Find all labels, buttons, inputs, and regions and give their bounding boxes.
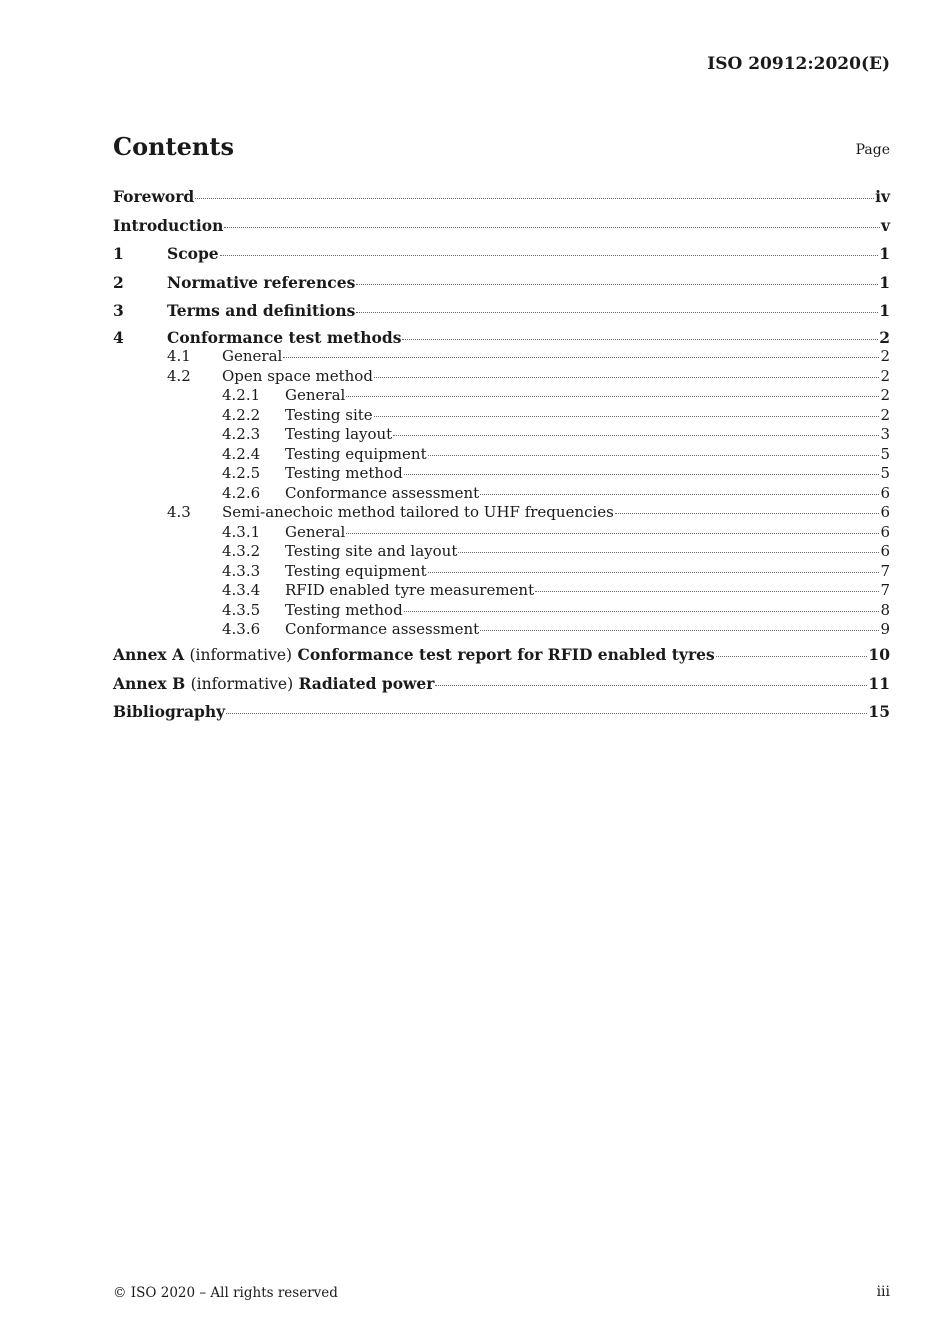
toc-title: Testing method	[285, 600, 403, 619]
dot-leader	[346, 533, 879, 534]
toc-page: 6	[880, 483, 890, 502]
toc-title: Conformance assessment	[285, 483, 480, 502]
toc-number: 4.3.4	[222, 581, 261, 599]
toc-entry-terms-definitions[interactable]	[113, 299, 890, 328]
annex-title: Radiated power	[298, 673, 435, 693]
dot-leader	[428, 455, 880, 456]
dot-leader	[404, 474, 880, 475]
dot-leader	[226, 713, 867, 714]
dot-leader	[356, 284, 878, 285]
toc-entry-foreword[interactable]	[113, 185, 890, 214]
toc-number: 3	[113, 301, 124, 320]
dot-leader	[356, 312, 878, 313]
toc-title: Introduction	[113, 215, 224, 235]
toc-number: 4.3.1	[222, 522, 261, 541]
toc-title: Testing method	[285, 464, 403, 482]
toc-title: General	[222, 347, 283, 365]
annex-qualifier: (informative)	[190, 674, 294, 693]
toc-entry-4-2-6[interactable]	[113, 484, 890, 504]
toc-entry-annex-a[interactable]	[113, 643, 890, 672]
toc-page: 2	[880, 366, 890, 385]
toc-page: 2	[879, 327, 890, 347]
toc-title: Normative references	[167, 272, 356, 292]
toc-title: Open space method	[222, 366, 373, 385]
toc-entry-normative-references[interactable]	[113, 271, 890, 300]
annex-label: Annex B	[113, 673, 186, 693]
toc-number: 4.2.2	[222, 405, 261, 424]
toc-entry-4-3-5[interactable]	[113, 601, 890, 621]
toc-page: 9	[880, 620, 890, 638]
toc-title	[113, 672, 434, 696]
table-of-contents	[113, 185, 890, 729]
dot-leader	[220, 255, 879, 256]
toc-entry-4-2[interactable]	[113, 367, 890, 387]
annex-qualifier: (informative)	[189, 646, 293, 664]
toc-title: Testing equipment	[285, 444, 427, 463]
toc-entry-4-2-2[interactable]	[113, 406, 890, 426]
toc-title: Testing layout	[285, 425, 393, 443]
toc-title: Conformance assessment	[285, 620, 480, 638]
dot-leader	[428, 572, 880, 573]
dot-leader	[393, 435, 879, 436]
toc-page: 2	[880, 405, 890, 424]
toc-title: Testing site and layout	[285, 542, 458, 560]
toc-number: 4.3	[167, 503, 191, 521]
toc-title: RFID enabled tyre measurement	[285, 581, 535, 599]
toc-entry-4-3-1[interactable]	[113, 523, 890, 543]
toc-title: Terms and definitions	[167, 301, 356, 320]
toc-page: 5	[880, 444, 890, 463]
toc-number: 4.2	[167, 366, 191, 385]
dot-leader	[615, 513, 880, 514]
toc-title: Testing site	[285, 405, 373, 424]
toc-number: 4.2.3	[222, 425, 261, 443]
dot-leader	[535, 591, 879, 592]
toc-entry-4-3[interactable]	[113, 503, 890, 523]
toc-number: 4.2.4	[222, 444, 261, 463]
toc-title: Scope	[167, 244, 219, 263]
toc-page: 2	[880, 347, 890, 365]
toc-title: Testing equipment	[285, 561, 427, 580]
toc-entry-4-2-5[interactable]	[113, 464, 890, 484]
toc-entry-bibliography[interactable]	[113, 700, 890, 729]
toc-entry-4-3-4[interactable]	[113, 581, 890, 601]
toc-page: 10	[868, 645, 890, 664]
toc-entry-scope[interactable]	[113, 242, 890, 271]
toc-page: 6	[880, 503, 890, 521]
dot-leader	[458, 552, 879, 553]
dot-leader	[716, 656, 868, 657]
toc-title: Conformance test methods	[167, 327, 402, 347]
contents-heading: Contents	[113, 132, 234, 161]
toc-page: 5	[880, 464, 890, 482]
document-id: ISO 20912:2020(E)	[707, 54, 890, 74]
toc-number: 4.3.2	[222, 542, 261, 560]
toc-title: General	[285, 522, 346, 541]
toc-entry-4-3-6[interactable]	[113, 620, 890, 643]
toc-entry-introduction[interactable]	[113, 214, 890, 243]
toc-entry-annex-b[interactable]	[113, 672, 890, 701]
toc-page: 6	[880, 522, 890, 541]
toc-title: General	[285, 386, 346, 404]
annex-title: Conformance test report for RFID enabled tyres	[297, 645, 715, 664]
dot-leader	[402, 339, 878, 340]
dot-leader	[374, 416, 880, 417]
dot-leader	[374, 377, 880, 378]
dot-leader	[346, 396, 879, 397]
toc-number: 1	[113, 244, 124, 263]
toc-page: 8	[880, 600, 890, 619]
toc-title	[113, 643, 715, 667]
toc-entry-4-2-3[interactable]	[113, 425, 890, 445]
dot-leader	[283, 357, 879, 358]
toc-entry-4-2-1[interactable]	[113, 386, 890, 406]
toc-entry-conformance-test-methods[interactable]	[113, 328, 890, 348]
toc-number: 2	[113, 272, 124, 292]
toc-page: 1	[879, 244, 890, 263]
toc-entry-4-3-2[interactable]	[113, 542, 890, 562]
toc-page: 11	[868, 673, 890, 693]
dot-leader	[480, 494, 879, 495]
toc-number: 4.3.3	[222, 561, 261, 580]
toc-entry-4-1[interactable]	[113, 347, 890, 367]
toc-page: 3	[880, 425, 890, 443]
toc-page: 1	[879, 301, 890, 320]
toc-number: 4.3.5	[222, 600, 261, 619]
toc-entry-4-3-3[interactable]	[113, 562, 890, 582]
toc-page: 6	[880, 542, 890, 560]
toc-title: Foreword	[113, 187, 195, 206]
toc-title: Bibliography	[113, 702, 226, 721]
toc-number: 4.2.6	[222, 483, 261, 502]
toc-page: v	[880, 215, 890, 235]
toc-number: 4.2.1	[222, 386, 261, 404]
dot-leader	[195, 198, 874, 199]
toc-title: Semi-anechoic method tailored to UHF frequencies	[222, 503, 614, 521]
copyright-notice: © ISO 2020 – All rights reserved	[113, 1285, 338, 1301]
toc-page: iv	[875, 187, 890, 206]
toc-page: 7	[880, 561, 890, 580]
annex-label: Annex A	[113, 645, 185, 664]
page-number: iii	[876, 1284, 890, 1300]
toc-entry-4-2-4[interactable]	[113, 445, 890, 465]
toc-number: 4	[113, 327, 124, 347]
toc-page: 7	[880, 581, 890, 599]
dot-leader	[404, 611, 880, 612]
dot-leader	[480, 630, 879, 631]
toc-page: 1	[879, 272, 890, 292]
page-column-label: Page	[855, 142, 890, 158]
toc-number: 4.3.6	[222, 620, 261, 638]
toc-number: 4.1	[167, 347, 191, 365]
toc-page: 15	[868, 702, 890, 721]
toc-page: 2	[880, 386, 890, 404]
toc-number: 4.2.5	[222, 464, 261, 482]
dot-leader	[224, 227, 880, 228]
dot-leader	[435, 685, 867, 686]
